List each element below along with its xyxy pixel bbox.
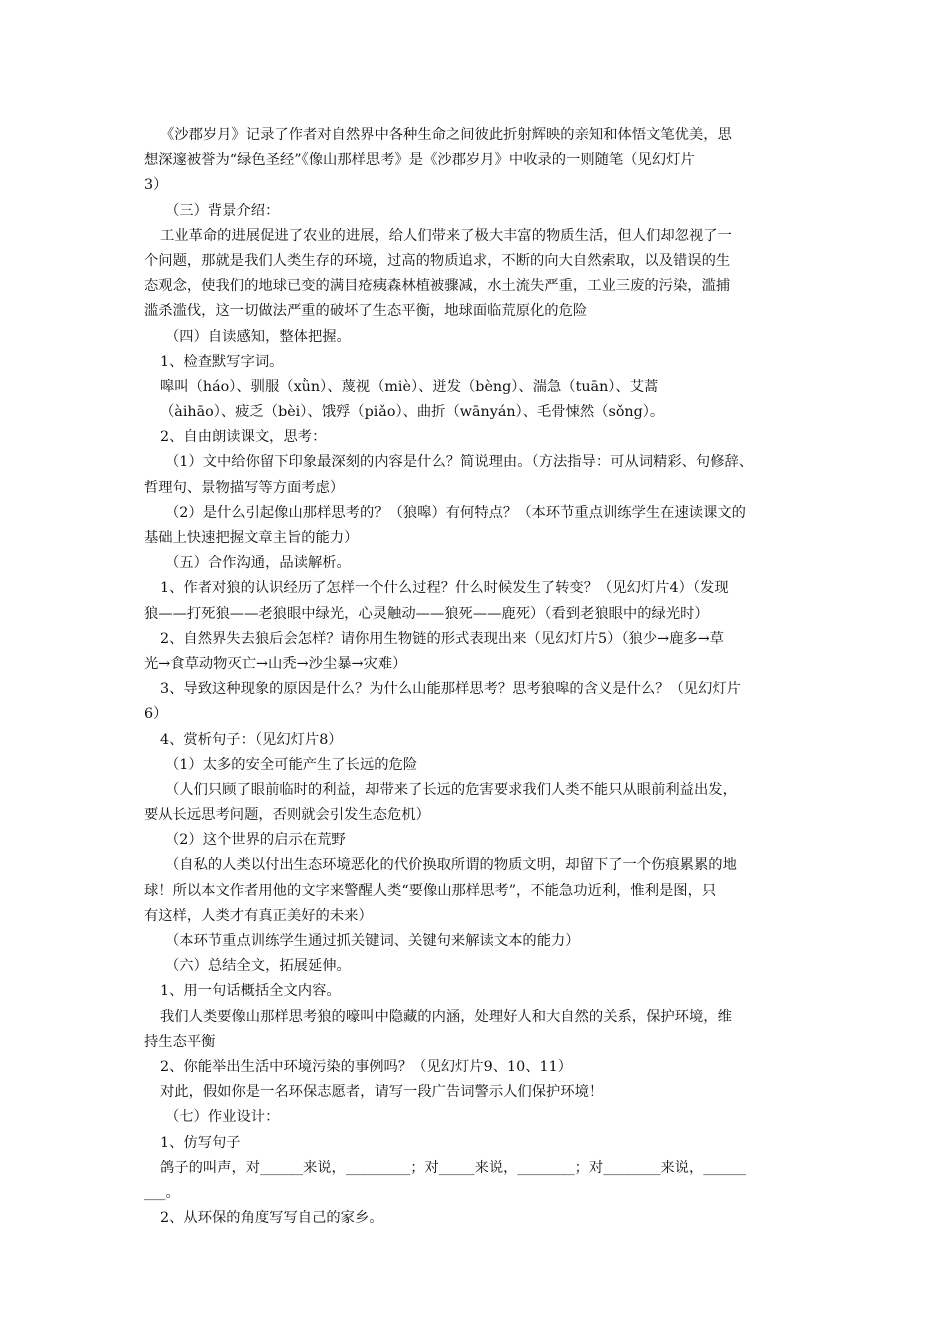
text-line: 1、仿写句子 <box>160 1134 241 1151</box>
text-line: （2）是什么引起像山那样思考的？（狼嗥）有何特点？（本环节重点训练学生在速读课文的 <box>165 504 746 521</box>
text-line: 1、作者对狼的认识经历了怎样一个什么过程？什么时候发生了转变？（见幻灯片4）（发现 <box>160 580 729 597</box>
text-line: 1、检查默写字词。 <box>160 353 284 370</box>
text-line: 2、自然界失去狼后会怎样？请你用生物链的形式表现出来（见幻灯片5）（狼少→鹿多→草 <box>160 630 724 647</box>
text-line: 球！所以本文作者用他的文字来警醒人类“要像山那样思考”，不能急功近利，惟利是图，只 <box>144 882 717 899</box>
text-line: 2、从环保的角度写写自己的家乡。 <box>160 1210 384 1227</box>
text-line: （人们只顾了眼前临时的利益，却带来了长远的危害要求我们人类不能只从眼前利益出发， <box>165 781 737 798</box>
text-line: 1、用一句话概括全文内容。 <box>160 983 341 1000</box>
text-line: 态观念，使我们的地球已变的满目疮痍森林植被骤减，水土流失严重，工业三废的污染，滥捕 <box>144 278 731 295</box>
text-line: （四）自读感知，整体把握。 <box>165 328 351 345</box>
text-line: （1）文中给你留下印象最深刻的内容是什么？简说理由。（方法指导：可从词精彩、句修辞、 <box>165 454 754 471</box>
text-line: （五）合作沟通，品读解析。 <box>165 555 351 572</box>
text-line: 2、自由朗读课文，思考： <box>160 429 327 446</box>
text-line: （本环节重点训练学生通过抓关键词、关键句来解读文本的能力） <box>165 933 580 949</box>
text-line: 2、你能举出生活中环境污染的事例吗？（见幻灯片9、10、11） <box>160 1058 572 1075</box>
text-line: （三）背景介绍： <box>165 202 280 219</box>
text-line: （自私的人类以付出生态环境恶化的代价换取所谓的物质文明，却留下了一个伤痕累累的地 <box>165 857 737 874</box>
text-line: 个问题，那就是我们人类生存的环境，过高的物质追求，不断的向大自然索取，以及错误的生 <box>144 252 731 269</box>
text-line: 狼——打死狼——老狼眼中绿光，心灵触动——狼死——鹿死）（看到老狼眼中的绿光时） <box>144 605 709 622</box>
text-line: 3） <box>144 177 168 194</box>
text-line: 4、赏析句子：（见幻灯片8） <box>160 731 343 748</box>
text-line: 嗥叫（háo）、驯服（xǜn）、蔑视（miè）、迸发（bèng）、湍急（tuān）、艾蒿 <box>160 378 659 395</box>
text-line: 光→食草动物灭亡→山秃→沙尘暴→灾难） <box>144 655 407 672</box>
text-line: ___。 <box>144 1184 180 1201</box>
text-line: 《沙郡岁月》记录了作者对自然界中各种生命之间彼此折射辉映的亲知和体悟文笔优美，思 <box>160 127 732 143</box>
text-line: 我们人类要像山那样思考狼的嚎叫中隐藏的内涵，处理好人和大自然的关系，保护环境，维 <box>160 1008 732 1025</box>
text-line: 持生态平衡 <box>144 1033 216 1050</box>
text-line: 对此，假如你是一名环保志愿者，请写一段广告词警示人们保护环境！ <box>160 1084 604 1101</box>
document-page <box>144 123 808 1231</box>
text-line: （七）作业设计： <box>165 1109 280 1126</box>
text-line: 想深邃被誉为“绿色圣经”《像山那样思考》是《沙郡岁月》中收录的一则随笔（见幻灯片 <box>144 152 695 169</box>
text-line: 有这样，人类才有真正美好的未来） <box>144 907 373 924</box>
text-line: （1）太多的安全可能产生了长远的危险 <box>165 756 418 773</box>
text-line: 3、导致这种现象的原因是什么？为什么山能那样思考？思考狼嗥的含义是什么？（见幻灯片 <box>160 681 741 698</box>
text-line: 基础上快速把握文章主旨的能力） <box>144 530 359 546</box>
text-line: （àihāo）、疲乏（bèi）、饿殍（piǎo）、曲折（wānyán）、毛骨悚然（sǒng）。 <box>160 404 665 421</box>
text-line: （2）这个世界的启示在荒野 <box>165 832 346 849</box>
text-line: （六）总结全文，拓展延伸。 <box>165 958 351 975</box>
text-line: 6） <box>144 706 168 723</box>
text-line: 要从长远思考问题，否则就会引发生态危机） <box>144 807 430 824</box>
text-line: 滥杀滥伐，这一切做法严重的破坏了生态平衡，地球面临荒原化的危险 <box>144 303 588 320</box>
text-line: 工业革命的进展促进了农业的进展，给人们带来了极大丰富的物质生活，但人们却忽视了一 <box>160 227 732 244</box>
text-line: 鸽子的叫声，对______来说，_________；对_____来说，________；对________来说，______ <box>160 1159 747 1176</box>
text-line: 哲理句、景物描写等方面考虑） <box>144 479 345 496</box>
